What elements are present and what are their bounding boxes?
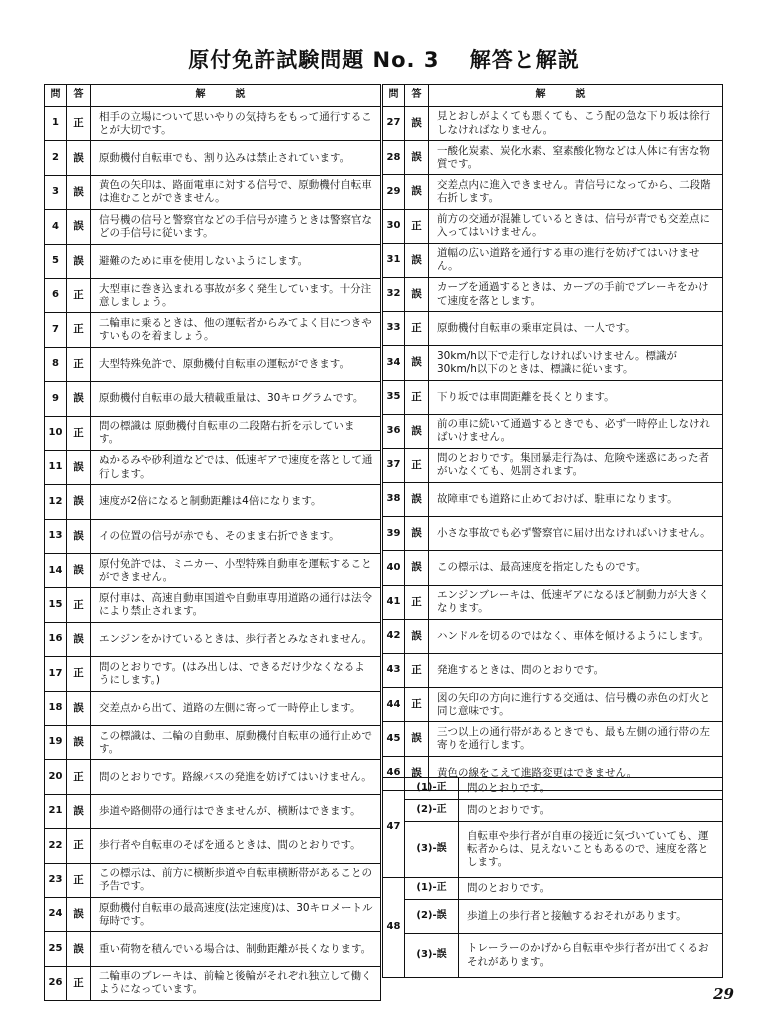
question-number: 3 <box>45 175 67 209</box>
answer-mark: 誤 <box>405 619 429 653</box>
question-number: 30 <box>383 209 405 243</box>
answer-mark: 誤 <box>405 141 429 175</box>
question-number: 23 <box>45 863 67 897</box>
table-row <box>45 726 381 760</box>
table-row <box>45 519 381 553</box>
table-row <box>45 450 381 484</box>
explanation-text: 見とおしがよくても悪くても、こう配の急な下り坂は徐行しなければなりません。 <box>429 107 723 141</box>
explanation-text: 黄色の矢印は、路面電車に対する信号で、原動機付自転車は進むことができません。 <box>91 175 381 209</box>
table-row <box>45 966 381 1000</box>
sub-answer-mark: (2)-誤 <box>405 900 459 934</box>
table-row <box>45 244 381 278</box>
table-row <box>383 722 723 756</box>
question-number: 26 <box>45 966 67 1000</box>
answer-mark: 正 <box>67 760 91 794</box>
table-row <box>45 175 381 209</box>
header-answer: 答 <box>405 85 429 107</box>
question-number: 20 <box>45 760 67 794</box>
explanation-text: 黄色の線をこえて進路変更はできません。 <box>429 756 723 790</box>
explanation-text: 歩道や路側帯の通行はできませんが、横断はできます。 <box>91 794 381 828</box>
table-row <box>45 210 381 244</box>
answer-mark: 正 <box>405 585 429 619</box>
question-number: 48 <box>383 878 405 978</box>
explanation-text: イの位置の信号が赤でも、そのまま右折できます。 <box>91 519 381 553</box>
question-number: 47 <box>383 778 405 878</box>
question-number: 21 <box>45 794 67 828</box>
sub-answer-mark: (3)-誤 <box>405 934 459 978</box>
explanation-text: 信号機の信号と警察官などの手信号が違うときは警察官などの手信号に従います。 <box>91 210 381 244</box>
explanation-text: この標識は、二輪の自動車、原動機付自転車の通行止めです。 <box>91 726 381 760</box>
explanation-text: トレーラーのかげから自転車や歩行者が出てくるおそれがあります。 <box>459 934 723 978</box>
question-number: 4 <box>45 210 67 244</box>
table-row <box>383 551 723 585</box>
explanation-text: 前の車に続いて通過するときでも、必ず一時停止しなければいけません。 <box>429 414 723 448</box>
explanation-text: 二輪車のブレーキは、前輪と後輪がそれぞれ独立して働くようになっています。 <box>91 966 381 1000</box>
explanation-text: 下り坂では車間距離を長くとります。 <box>429 380 723 414</box>
answer-mark: 正 <box>405 448 429 482</box>
table-row <box>383 900 723 934</box>
question-number: 11 <box>45 450 67 484</box>
explanation-text: 前方の交通が混雑しているときは、信号が青でも交差点に入ってはいけません。 <box>429 209 723 243</box>
answer-table-right <box>382 84 723 791</box>
table-row <box>45 897 381 931</box>
answer-mark: 誤 <box>67 485 91 519</box>
explanation-text: 原動機付自転車の乗車定員は、一人です。 <box>429 312 723 346</box>
question-number: 45 <box>383 722 405 756</box>
question-number: 31 <box>383 243 405 277</box>
question-number: 35 <box>383 380 405 414</box>
explanation-text: 相手の立場について思いやりの気持ちをもって通行することが大切です。 <box>91 107 381 141</box>
explanation-text: 交差点内に進入できません。青信号になってから、二段階右折します。 <box>429 175 723 209</box>
explanation-text: 二輪車に乗るときは、他の運転者からみてよく目につきやすいものを着ましょう。 <box>91 313 381 347</box>
explanation-text: 問のとおりです。路線バスの発進を妨げてはいけません。 <box>91 760 381 794</box>
table-row <box>45 485 381 519</box>
answer-mark: 誤 <box>67 932 91 966</box>
explanation-text: 故障車でも道路に止めておけば、駐車になります。 <box>429 483 723 517</box>
header-explanation: 解説 <box>429 85 723 107</box>
answer-mark: 正 <box>67 863 91 897</box>
question-number: 39 <box>383 517 405 551</box>
question-number: 16 <box>45 622 67 656</box>
answer-mark: 正 <box>405 312 429 346</box>
table-row <box>383 619 723 653</box>
answer-mark: 誤 <box>67 691 91 725</box>
explanation-text: ハンドルを切るのではなく、車体を傾けるようにします。 <box>429 619 723 653</box>
answer-mark: 誤 <box>67 794 91 828</box>
answer-mark: 正 <box>405 654 429 688</box>
question-number: 7 <box>45 313 67 347</box>
table-row <box>383 107 723 141</box>
explanation-text: 一酸化炭素、炭化水素、窒素酸化物などは人体に有害な物質です。 <box>429 141 723 175</box>
table-row <box>383 585 723 619</box>
table-row <box>45 382 381 416</box>
question-number: 33 <box>383 312 405 346</box>
question-number: 2 <box>45 141 67 175</box>
table-row <box>45 932 381 966</box>
table-row <box>383 380 723 414</box>
table-header <box>383 85 723 107</box>
answer-mark: 誤 <box>405 107 429 141</box>
table-row <box>383 654 723 688</box>
table-row <box>45 863 381 897</box>
explanation-text: 問のとおりです。(はみ出しは、できるだけ少なくなるようにします。) <box>91 657 381 691</box>
explanation-text: 30km/h以下で走行しなければいけません。標識が30km/h以下のときは、標識に従います。 <box>429 346 723 380</box>
table-row <box>45 657 381 691</box>
table-row <box>383 517 723 551</box>
table-row <box>383 448 723 482</box>
answer-mark: 誤 <box>405 414 429 448</box>
question-number: 34 <box>383 346 405 380</box>
answer-mark: 誤 <box>405 175 429 209</box>
header-explanation: 解説 <box>91 85 381 107</box>
table-row <box>45 554 381 588</box>
sub-answer-mark: (2)-正 <box>405 800 459 822</box>
explanation-text: 原動機付自転車の最大積載重量は、30キログラムです。 <box>91 382 381 416</box>
question-number: 29 <box>383 175 405 209</box>
question-number: 37 <box>383 448 405 482</box>
table-row <box>45 313 381 347</box>
table-row <box>383 141 723 175</box>
table-row <box>45 794 381 828</box>
explanation-text: 図の矢印の方向に進行する交通は、信号機の赤色の灯火と同じ意味です。 <box>429 688 723 722</box>
table-row <box>383 312 723 346</box>
question-number: 46 <box>383 756 405 790</box>
answer-mark: 正 <box>67 966 91 1000</box>
explanation-text: 大型車に巻き込まれる事故が多く発生しています。十分注意しましょう。 <box>91 278 381 312</box>
question-number: 19 <box>45 726 67 760</box>
answer-mark: 正 <box>405 688 429 722</box>
table-row <box>383 483 723 517</box>
table-row <box>45 691 381 725</box>
explanation-text: 原動機付自転車の最高速度(法定速度)は、30キロメートル毎時です。 <box>91 897 381 931</box>
question-number: 8 <box>45 347 67 381</box>
explanation-text: 原付車は、高速自動車国道や自動車専用道路の通行は法令により禁止されます。 <box>91 588 381 622</box>
answer-mark: 誤 <box>405 722 429 756</box>
question-number: 12 <box>45 485 67 519</box>
explanation-text: 問のとおりです。 <box>459 778 723 800</box>
answer-mark: 誤 <box>405 277 429 311</box>
question-number: 15 <box>45 588 67 622</box>
header-num: 問 <box>45 85 67 107</box>
question-number: 10 <box>45 416 67 450</box>
explanation-text: 問のとおりです。 <box>459 800 723 822</box>
table-row <box>45 622 381 656</box>
table-row <box>45 416 381 450</box>
answer-mark: 誤 <box>67 244 91 278</box>
question-number: 41 <box>383 585 405 619</box>
answer-mark: 正 <box>405 209 429 243</box>
explanation-text: 歩道上の歩行者と接触するおそれがあります。 <box>459 900 723 934</box>
table-row <box>383 243 723 277</box>
answer-table-left <box>44 84 381 1001</box>
explanation-text: 交差点から出て、道路の左側に寄って一時停止します。 <box>91 691 381 725</box>
explanation-text: 歩行者や自転車のそばを通るときは、間のとおりです。 <box>91 829 381 863</box>
question-number: 14 <box>45 554 67 588</box>
explanation-text: 自転車や歩行者が自車の接近に気づいていても、運転者からは、見えないこともあるので、速度を落とします。 <box>459 822 723 878</box>
table-row <box>383 346 723 380</box>
answer-mark: 誤 <box>405 346 429 380</box>
explanation-text: 発進するときは、問のとおりです。 <box>429 654 723 688</box>
table-row <box>383 778 723 800</box>
table-row <box>383 277 723 311</box>
answer-mark: 正 <box>67 657 91 691</box>
explanation-text: 小さな事故でも必ず警察官に届け出なければいけません。 <box>429 517 723 551</box>
header-answer: 答 <box>67 85 91 107</box>
question-number: 27 <box>383 107 405 141</box>
answer-mark: 誤 <box>405 243 429 277</box>
question-number: 44 <box>383 688 405 722</box>
sub-answer-mark: (1)-正 <box>405 878 459 900</box>
question-number: 1 <box>45 107 67 141</box>
answer-mark: 正 <box>67 278 91 312</box>
explanation-text: 問のとおりです。 <box>459 878 723 900</box>
table-row <box>45 141 381 175</box>
table-row <box>383 175 723 209</box>
table-row <box>383 209 723 243</box>
question-number: 24 <box>45 897 67 931</box>
question-number: 40 <box>383 551 405 585</box>
question-number: 25 <box>45 932 67 966</box>
answer-mark: 正 <box>405 380 429 414</box>
answer-mark: 誤 <box>405 756 429 790</box>
table-row <box>45 588 381 622</box>
answer-mark: 誤 <box>67 519 91 553</box>
explanation-text: 速度が2倍になると制動距離は4倍になります。 <box>91 485 381 519</box>
table-row <box>45 760 381 794</box>
explanation-text: エンジンブレーキは、低速ギアになるほど制動力が大きくなります。 <box>429 585 723 619</box>
explanation-text: 道幅の広い道路を通行する車の進行を妨げてはいけません。 <box>429 243 723 277</box>
question-number: 42 <box>383 619 405 653</box>
table-row <box>45 347 381 381</box>
question-number: 43 <box>383 654 405 688</box>
answer-mark: 誤 <box>405 551 429 585</box>
answer-mark: 誤 <box>67 210 91 244</box>
answer-mark: 正 <box>67 829 91 863</box>
answer-mark: 誤 <box>67 141 91 175</box>
sub-answer-mark: (1)-正 <box>405 778 459 800</box>
explanation-text: 三つ以上の通行帯があるときでも、最も左側の通行帯の左寄りを通行します。 <box>429 722 723 756</box>
question-number: 36 <box>383 414 405 448</box>
answer-mark: 誤 <box>405 517 429 551</box>
table-row <box>383 878 723 900</box>
answer-mark: 正 <box>67 416 91 450</box>
question-number: 6 <box>45 278 67 312</box>
answer-mark: 誤 <box>67 897 91 931</box>
question-number: 17 <box>45 657 67 691</box>
answer-table-multipart <box>382 777 723 978</box>
answer-mark: 誤 <box>67 382 91 416</box>
table-row <box>383 934 723 978</box>
table-row <box>383 414 723 448</box>
table-row <box>45 107 381 141</box>
page-number: 29 <box>713 985 734 1003</box>
explanation-text: 大型特殊免許で、原動機付自転車の運転ができます。 <box>91 347 381 381</box>
explanation-text: 重い荷物を積んでいる場合は、制動距離が長くなります。 <box>91 932 381 966</box>
question-number: 22 <box>45 829 67 863</box>
explanation-text: 原動機付自転車でも、割り込みは禁止されています。 <box>91 141 381 175</box>
answer-mark: 誤 <box>67 175 91 209</box>
question-number: 9 <box>45 382 67 416</box>
table-row <box>383 688 723 722</box>
question-number: 5 <box>45 244 67 278</box>
question-number: 18 <box>45 691 67 725</box>
answer-mark: 正 <box>67 347 91 381</box>
answer-mark: 誤 <box>67 622 91 656</box>
explanation-text: エンジンをかけているときは、歩行者とみなされません。 <box>91 622 381 656</box>
explanation-text: 原付免許では、ミニカー、小型特殊自動車を運転することができません。 <box>91 554 381 588</box>
explanation-text: この標示は、最高速度を指定したものです。 <box>429 551 723 585</box>
question-number: 28 <box>383 141 405 175</box>
question-number: 38 <box>383 483 405 517</box>
explanation-text: 問のとおりです。集団暴走行為は、危険や迷惑にあった者がいなくても、処罰されます。 <box>429 448 723 482</box>
table-header <box>45 85 381 107</box>
header-num: 問 <box>383 85 405 107</box>
table-row <box>383 822 723 878</box>
answer-mark: 誤 <box>405 483 429 517</box>
answer-mark: 正 <box>67 107 91 141</box>
table-row <box>45 829 381 863</box>
explanation-text: この標示は、前方に横断歩道や自転車横断帯があることの予告です。 <box>91 863 381 897</box>
table-row <box>45 278 381 312</box>
page-title: 原付免許試験問題 No. 3 解答と解説 <box>188 48 580 72</box>
answer-mark: 誤 <box>67 450 91 484</box>
answer-mark: 誤 <box>67 726 91 760</box>
explanation-text: 問の標識は 原動機付自転車の二段階右折を示しています。 <box>91 416 381 450</box>
question-number: 13 <box>45 519 67 553</box>
question-number: 32 <box>383 277 405 311</box>
table-row <box>383 800 723 822</box>
answer-mark: 正 <box>67 588 91 622</box>
explanation-text: カーブを通過するときは、カーブの手前でブレーキをかけて速度を落とします。 <box>429 277 723 311</box>
explanation-text: 避難のために車を使用しないようにします。 <box>91 244 381 278</box>
sub-answer-mark: (3)-誤 <box>405 822 459 878</box>
answer-mark: 正 <box>67 313 91 347</box>
answer-mark: 誤 <box>67 554 91 588</box>
explanation-text: ぬかるみや砂利道などでは、低速ギアで速度を落として通行します。 <box>91 450 381 484</box>
